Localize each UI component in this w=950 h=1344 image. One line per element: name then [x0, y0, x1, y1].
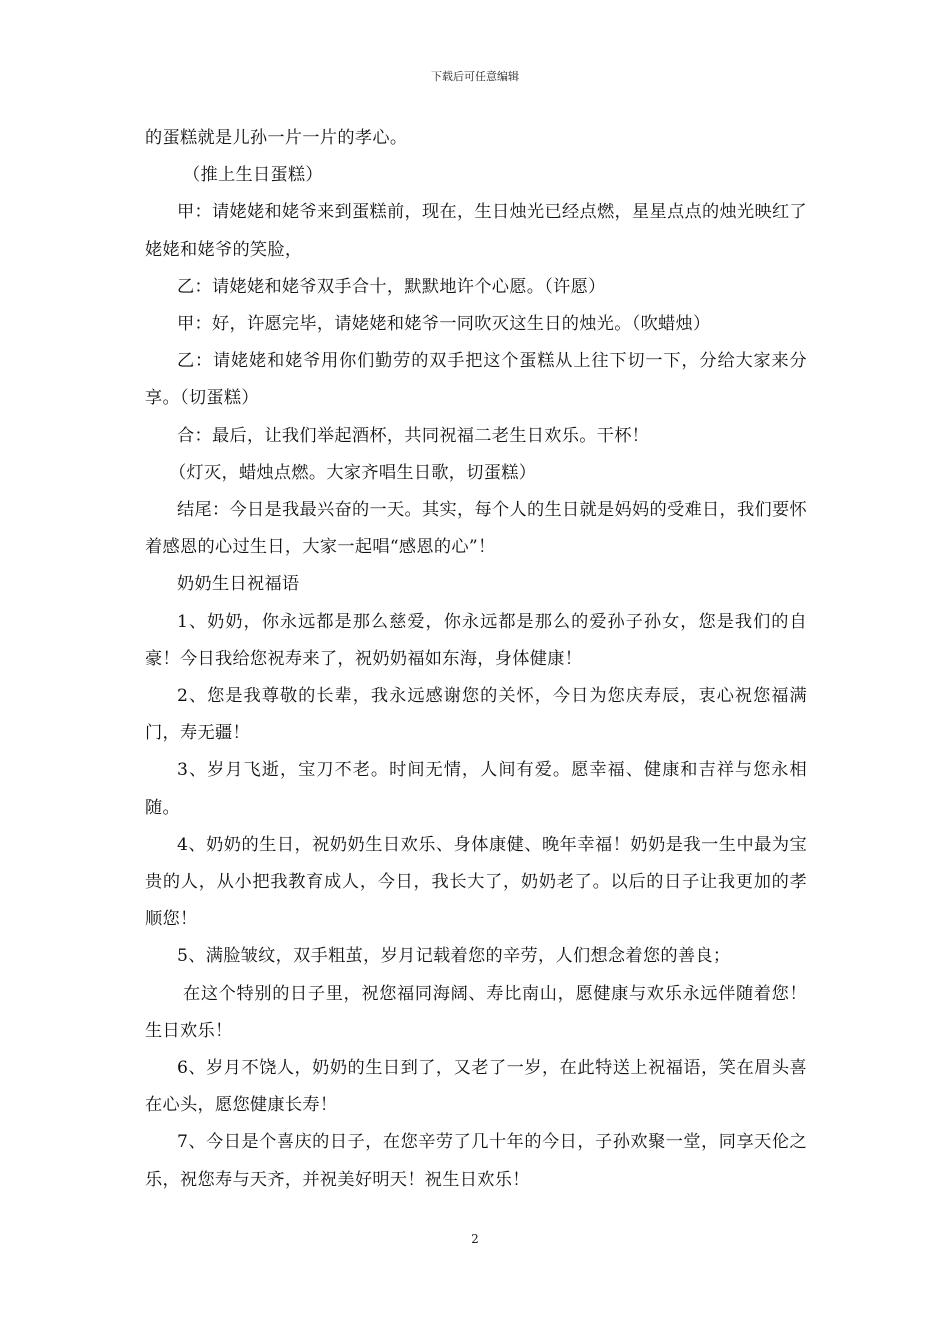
paragraph: 甲：请姥姥和姥爷来到蛋糕前，现在，生日烛光已经点燃，星星点点的烛光映红了姥姥和姥爷的笑脸，	[145, 202, 807, 260]
list-item: 5、满脸皱纹，双手粗茧，岁月记载着您的辛劳，人们想念着您的善良；	[177, 946, 731, 967]
paragraph: 甲：好，许愿完毕，请姥姥和姥爷一同吹灭这生日的烛光。（吹蜡烛）	[177, 314, 711, 335]
paragraph: （灯灭，蜡烛点燃。大家齐唱生日歌，切蛋糕）	[169, 462, 537, 483]
page-number: 2	[471, 1232, 479, 1246]
document-body	[145, 120, 807, 1199]
page-header: 下载后可任意编辑	[431, 70, 519, 83]
list-item: 7、今日是个喜庆的日子，在您辛劳了几十年的今日，子孙欢聚一堂，同享天伦之乐，祝您寿与天齐，并祝美好明天！祝生日欢乐！	[145, 1132, 807, 1190]
paragraph: 的蛋糕就是儿孙一片一片的孝心。	[145, 128, 408, 148]
paragraph: 合：最后，让我们举起酒杯，共同祝福二老生日欢乐。干杯！	[177, 425, 650, 446]
paragraph: 乙：请姥姥和姥爷用你们勤劳的双手把这个蛋糕从上往下切一下，分给大家来分享。（切蛋糕）	[145, 351, 807, 409]
list-item: 2、您是我尊敬的长辈，我永远感谢您的关怀，今日为您庆寿辰，衷心祝您福满门，寿无疆！	[145, 686, 807, 744]
paragraph: 结尾：今日是我最兴奋的一天。其实，每个人的生日就是妈妈的受难日，我们要怀着感恩的心过生日，大家一起唱“感恩的心”！	[145, 500, 807, 558]
list-item: 4、奶奶的生日，祝奶奶生日欢乐、身体康健、晚年幸福！奶奶是我一生中最为宝贵的人，从小把我教育成人，今日，我长大了，奶奶老了。以后的日子让我更加的孝顺您！	[145, 834, 807, 930]
paragraph: 乙：请姥姥和姥爷双手合十，默默地许个心愿。（许愿）	[177, 276, 606, 297]
list-item: 6、岁月不饶人，奶奶的生日到了，又老了一岁，在此特送上祝福语，笑在眉头喜在心头，愿您健康长寿！	[145, 1058, 807, 1116]
paragraph: 在这个特别的日子里，祝您福同海阔、寿比南山，愿健康与欢乐永远伴随着您！生日欢乐！	[145, 983, 807, 1041]
paragraph: （推上生日蛋糕）	[183, 165, 323, 186]
section-heading: 奶奶生日祝福语	[177, 574, 300, 595]
list-item: 3、岁月飞逝，宝刀不老。时间无情，人间有爱。愿幸福、健康和吉祥与您永相随。	[145, 760, 807, 818]
list-item: 1、奶奶，你永远都是那么慈爱，你永远都是那么的爱孙子孙女，您是我们的自豪！今日我给您祝寿来了，祝奶奶福如东海，身体健康！	[145, 611, 807, 669]
